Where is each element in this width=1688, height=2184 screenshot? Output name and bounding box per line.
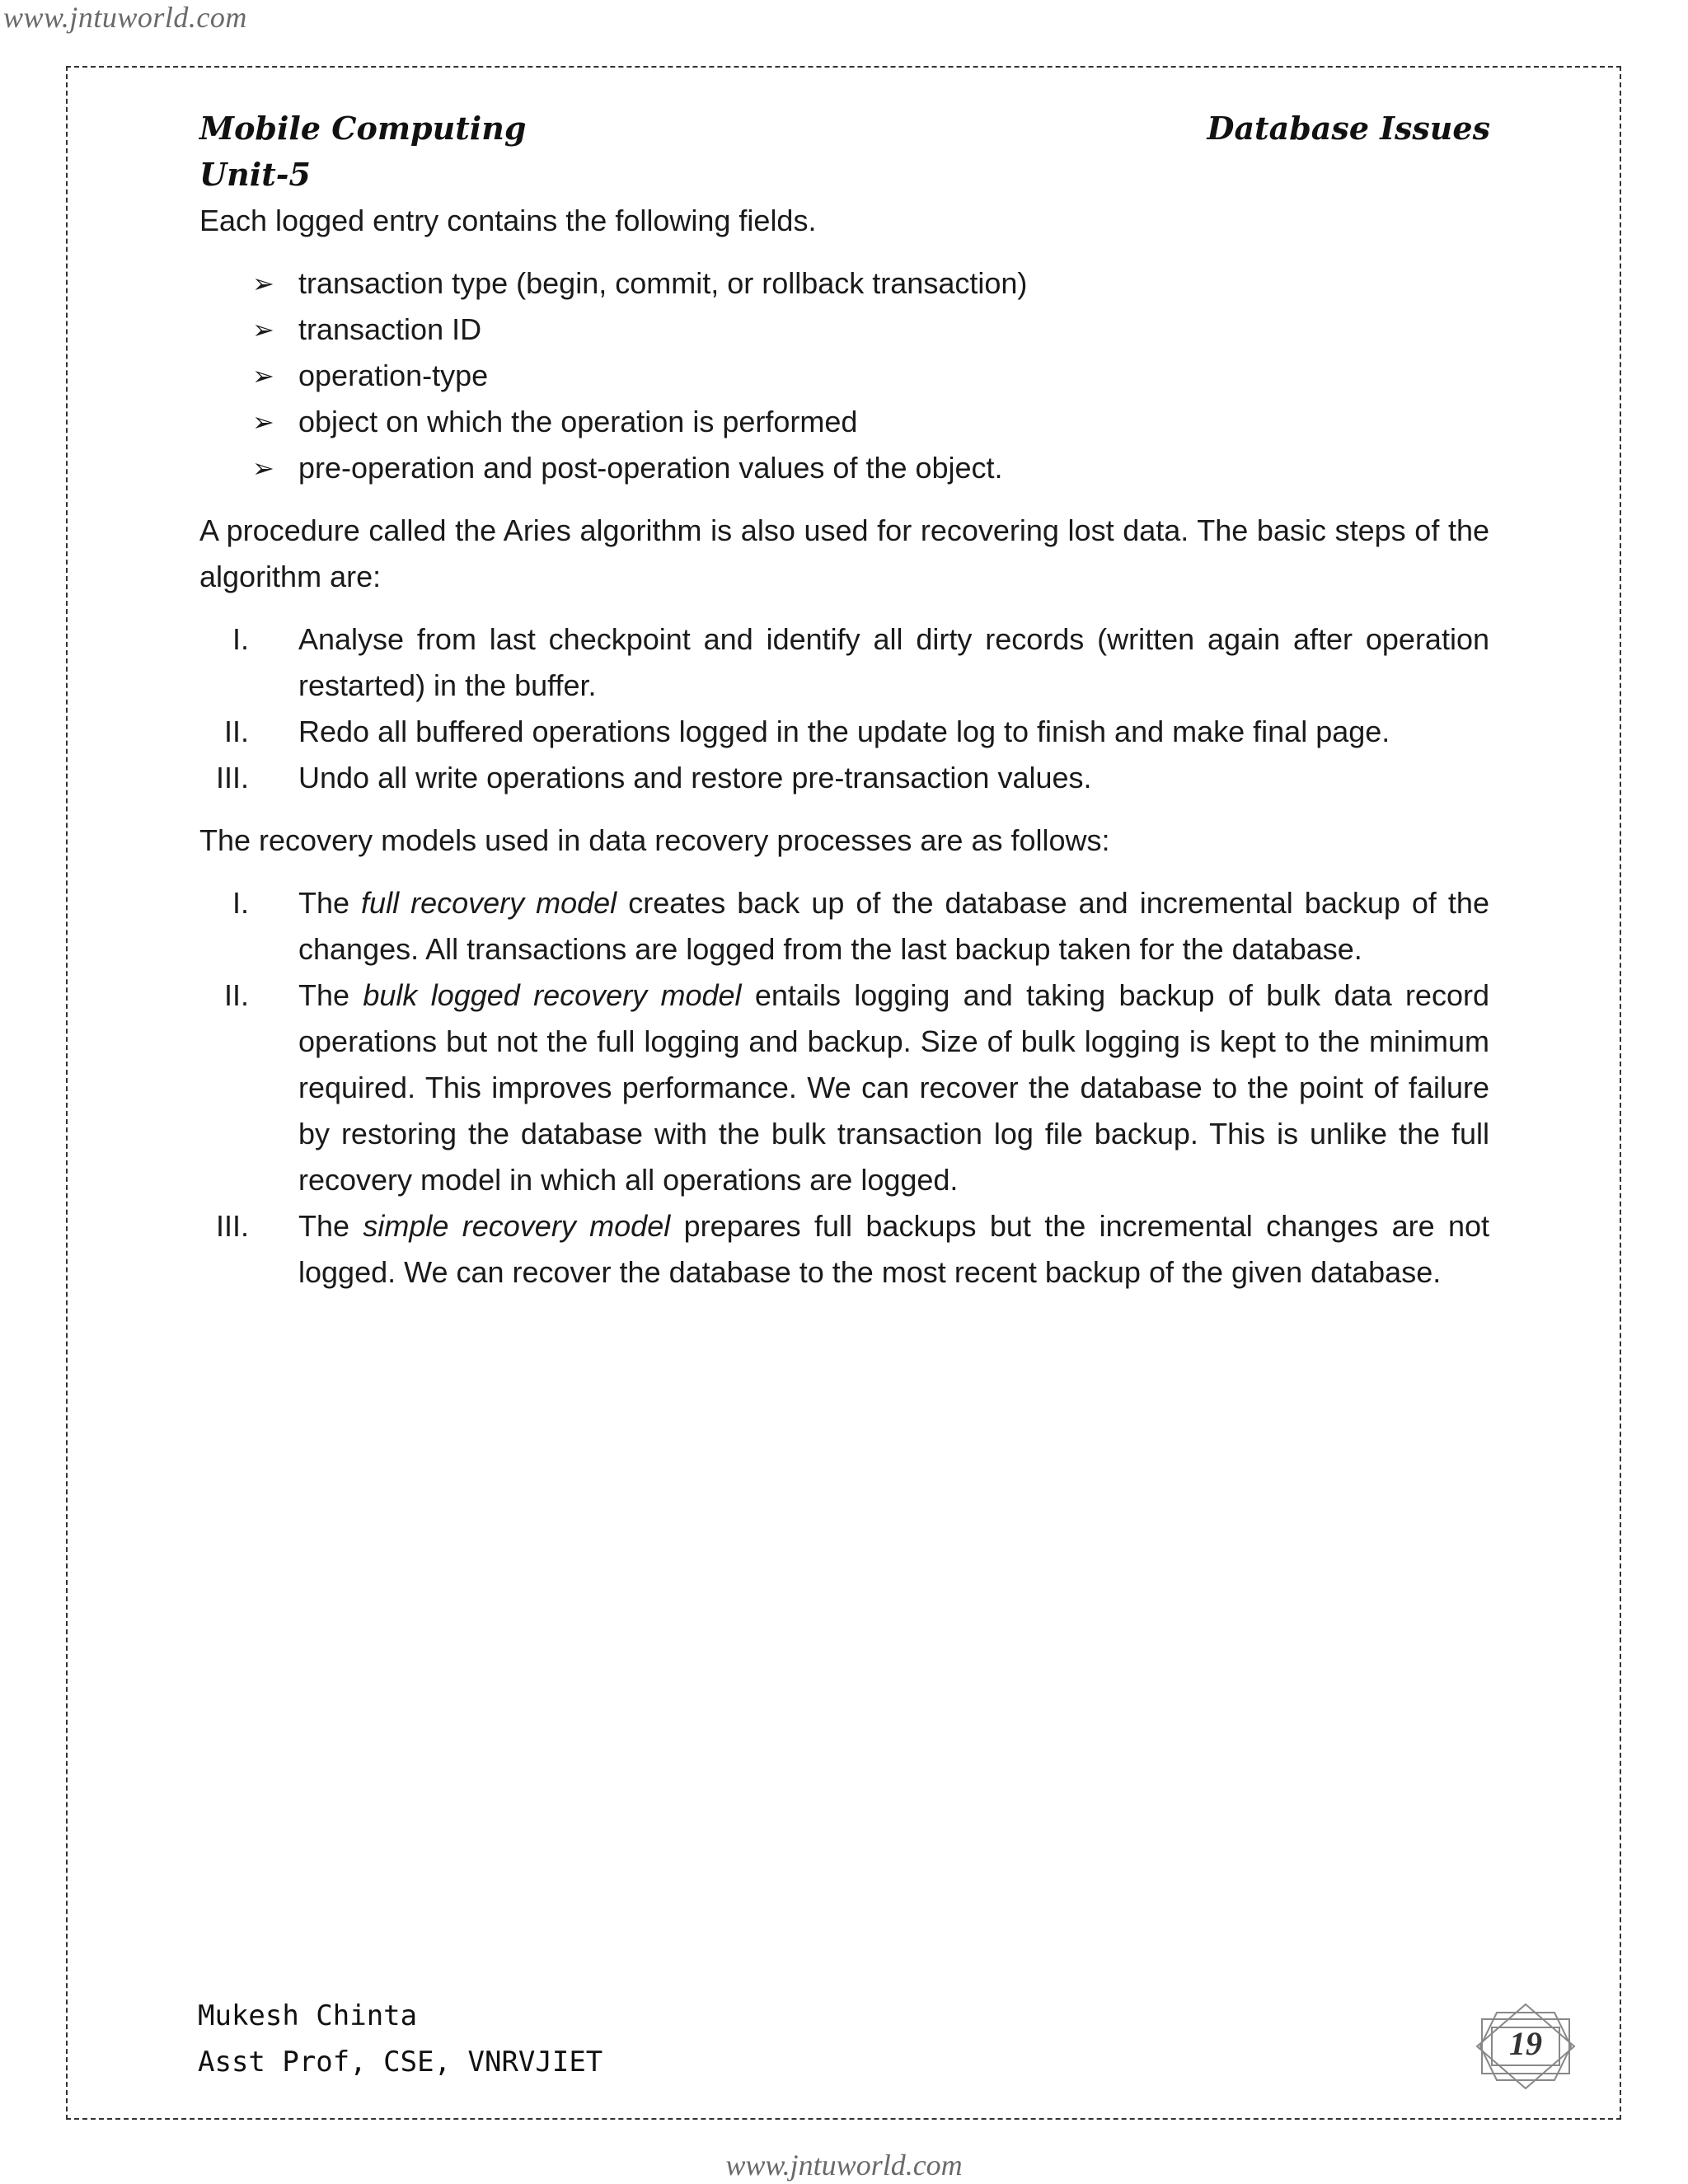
list-item: ➢ transaction type (begin, commit, or rollback transaction)	[298, 260, 1489, 307]
recovery-models-list	[199, 880, 1489, 1296]
watermark-bottom: www.jntuworld.com	[725, 2149, 963, 2182]
arrow-bullet-icon: ➢	[252, 361, 274, 391]
header-topic: Database Issues	[1207, 110, 1490, 147]
page-content	[199, 198, 1489, 1312]
page-number-badge	[1472, 2001, 1579, 2092]
list-item: ➢ operation-type	[298, 353, 1489, 399]
watermark-top: www.jntuworld.com	[3, 1, 247, 34]
log-fields-intro: Each logged entry contains the following fields.	[199, 204, 817, 237]
arrow-bullet-icon: ➢	[252, 269, 274, 298]
aries-steps-list	[199, 616, 1489, 801]
header-left	[199, 105, 526, 198]
models-intro: The recovery models used in data recovery processes are as follows:	[199, 823, 1110, 857]
list-item: I. The full recovery model creates back up of the database and incremental backup of the changes. All transactions are logged from the last backup taken for the database.	[232, 886, 1489, 966]
model-term: simple recovery model	[363, 1209, 671, 1243]
arrow-bullet-icon: ➢	[252, 315, 274, 344]
arrow-bullet-icon: ➢	[252, 407, 274, 437]
log-fields-list	[199, 260, 1489, 491]
list-item: ➢ object on which the operation is performed	[298, 399, 1489, 445]
model-term: full recovery model	[361, 886, 617, 920]
model-term: bulk logged recovery model	[363, 978, 742, 1012]
list-item: I. Analyse from last checkpoint and identify all dirty records (written again after operation restarted) in the buffer.	[232, 622, 1489, 702]
author-name: Mukesh Chinta	[198, 1999, 418, 2032]
course-title: Mobile Computing	[199, 110, 527, 147]
page-number: 19	[1509, 2025, 1542, 2062]
list-item: ➢ pre-operation and post-operation values of the object.	[298, 445, 1489, 491]
unit-label: Unit-5	[199, 156, 311, 193]
list-item: ➢ transaction ID	[298, 307, 1489, 353]
list-item: III. The simple recovery model prepares full backups but the incremental changes are not logged. We can recover the database to the most recent backup of the given database.	[215, 1209, 1489, 1289]
list-item: II. Redo all buffered operations logged in the update log to finish and make final page.	[223, 715, 1390, 748]
author-designation: Asst Prof, CSE, VNRVJIET	[198, 2046, 603, 2079]
list-item: III. Undo all write operations and restore pre-transaction values.	[215, 761, 1092, 794]
footer-author-block	[198, 1993, 603, 2085]
aries-intro: A procedure called the Aries algorithm is also used for recovering lost data. The basic steps of the algorithm are:	[199, 513, 1489, 593]
list-item: II. The bulk logged recovery model entails logging and taking backup of bulk data record operations but not the full logging and backup. Size of bulk logging is kept to the minimum required. This improves performance. We can recover the database to the point of failure by restoring the database with the bulk transaction log file backup. This is unlike the full recovery model in which all operations are logged.	[223, 978, 1489, 1197]
arrow-bullet-icon: ➢	[252, 453, 274, 483]
